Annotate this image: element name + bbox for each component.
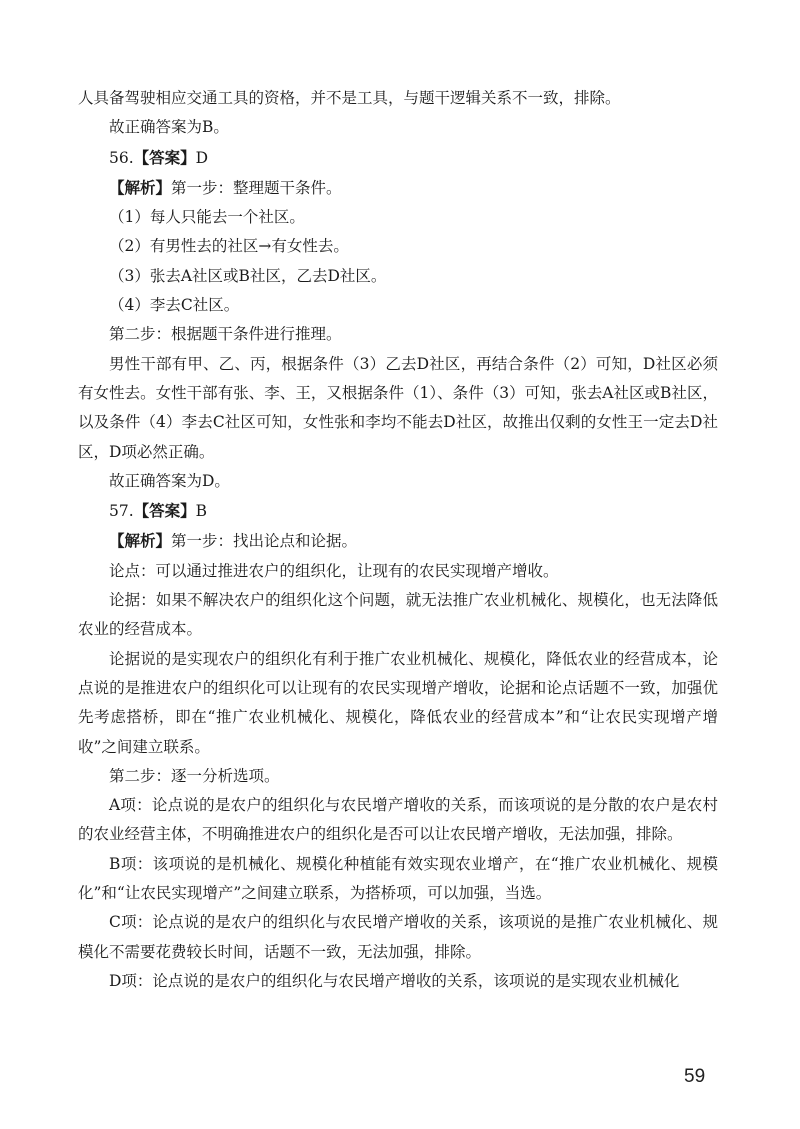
paragraph xyxy=(78,350,718,467)
paragraph-text: B项：该项说的是机械化、规模化种植能有效实现农业增产，在“推广农业机械化、规模化”和“让农民实现增产”之间建立联系，为搭桥项，可以加强，当选。 xyxy=(78,854,718,903)
paragraph-text: 论据说的是实现农户的组织化有利于推广农业机械化、规模化，降低农业的经营成本，论点说的是推进农户的组织化可以让现有的农民实现增产增收，论据和论点话题不一致，加强优先考虑搭桥，即在“推广农业机械化、规模化，降低农业的经营成本”和“让农民实现增产增收”之间建立联系。 xyxy=(78,649,718,756)
page-body xyxy=(78,84,718,996)
paragraph xyxy=(78,113,718,142)
section-marker: 【答案】 xyxy=(133,147,196,167)
paragraph xyxy=(78,203,718,232)
paragraph-text: 论点：可以通过推进农户的组织化，让现有的农民实现增产增收。 xyxy=(109,561,559,580)
paragraph-text: （4）李去C社区。 xyxy=(109,296,240,315)
paragraph-text: 第二步：根据题干条件进行推理。 xyxy=(109,325,342,344)
paragraph-text: （2）有男性去的社区→有女性去。 xyxy=(109,237,349,256)
paragraph xyxy=(78,143,718,173)
paragraph xyxy=(78,496,718,526)
paragraph xyxy=(78,320,718,349)
paragraph xyxy=(78,645,718,762)
paragraph xyxy=(78,467,718,496)
paragraph xyxy=(78,908,718,967)
paragraph-text: （1）每人只能去一个社区。 xyxy=(109,208,305,227)
paragraph xyxy=(78,291,718,320)
paragraph-text: D项：论点说的是农户的组织化与农民增产增收的关系，该项说的是实现农业机械化 xyxy=(109,971,680,990)
paragraph-text: 男性干部有甲、乙、丙，根据条件（3）乙去D社区，再结合条件（2）可知，D社区必须有女性去。女性干部有张、李、王，又根据条件（1）、条件（3）可知，张去A社区或B社区，以及条件（4）李去C社区可知，女性张和李均不能去D社区，故推出仅剩的女性王一定去D社区，D项必然正确。 xyxy=(78,354,718,461)
page-number: 59 xyxy=(684,1066,706,1087)
paragraph-text: 57. xyxy=(109,502,134,521)
paragraph xyxy=(78,526,718,556)
paragraph-text: （3）张去A社区或B社区，乙去D社区。 xyxy=(109,266,387,285)
paragraph-text: A项：论点说的是农户的组织化与农民增产增收的关系，而该项说的是分散的农户是农村的农业经营主体，不明确推进农户的组织化是否可以让农民增产增收，无法加强，排除。 xyxy=(78,796,718,844)
paragraph xyxy=(78,850,718,909)
paragraph xyxy=(78,762,718,791)
paragraph-text: 故正确答案为D。 xyxy=(109,471,230,490)
paragraph-text: 人具备驾驶相应交通工具的资格，并不是工具，与题干逻辑关系不一致，排除。 xyxy=(78,89,621,107)
paragraph-text: 56. xyxy=(109,148,134,167)
paragraph xyxy=(78,232,718,261)
paragraph-text: 论据：如果不解决农户的组织化这个问题，就无法推广农业机械化、规模化，也无法降低农业的经营成本。 xyxy=(78,591,718,639)
paragraph xyxy=(78,173,718,203)
paragraph-text: 第一步：找出论点和论据。 xyxy=(171,532,358,551)
paragraph-text: 第一步：整理题干条件。 xyxy=(171,178,342,197)
paragraph-text: 故正确答案为B。 xyxy=(109,118,229,137)
paragraph-text: D xyxy=(195,148,209,167)
paragraph xyxy=(78,84,718,113)
paragraph-text: 第二步：逐一分析选项。 xyxy=(109,766,280,785)
paragraph xyxy=(78,262,718,291)
section-marker: 【解析】 xyxy=(109,177,172,197)
paragraph xyxy=(78,791,718,850)
section-marker: 【答案】 xyxy=(133,501,196,521)
paragraph-text: B xyxy=(195,502,208,521)
section-marker: 【解析】 xyxy=(109,531,172,551)
paragraph-text: C项：论点说的是农户的组织化与农民增产增收的关系，该项说的是推广农业机械化、规模化不需要花费较长时间，话题不一致，无法加强，排除。 xyxy=(78,913,718,961)
paragraph xyxy=(78,586,718,645)
paragraph xyxy=(78,557,718,586)
paragraph xyxy=(78,967,718,996)
